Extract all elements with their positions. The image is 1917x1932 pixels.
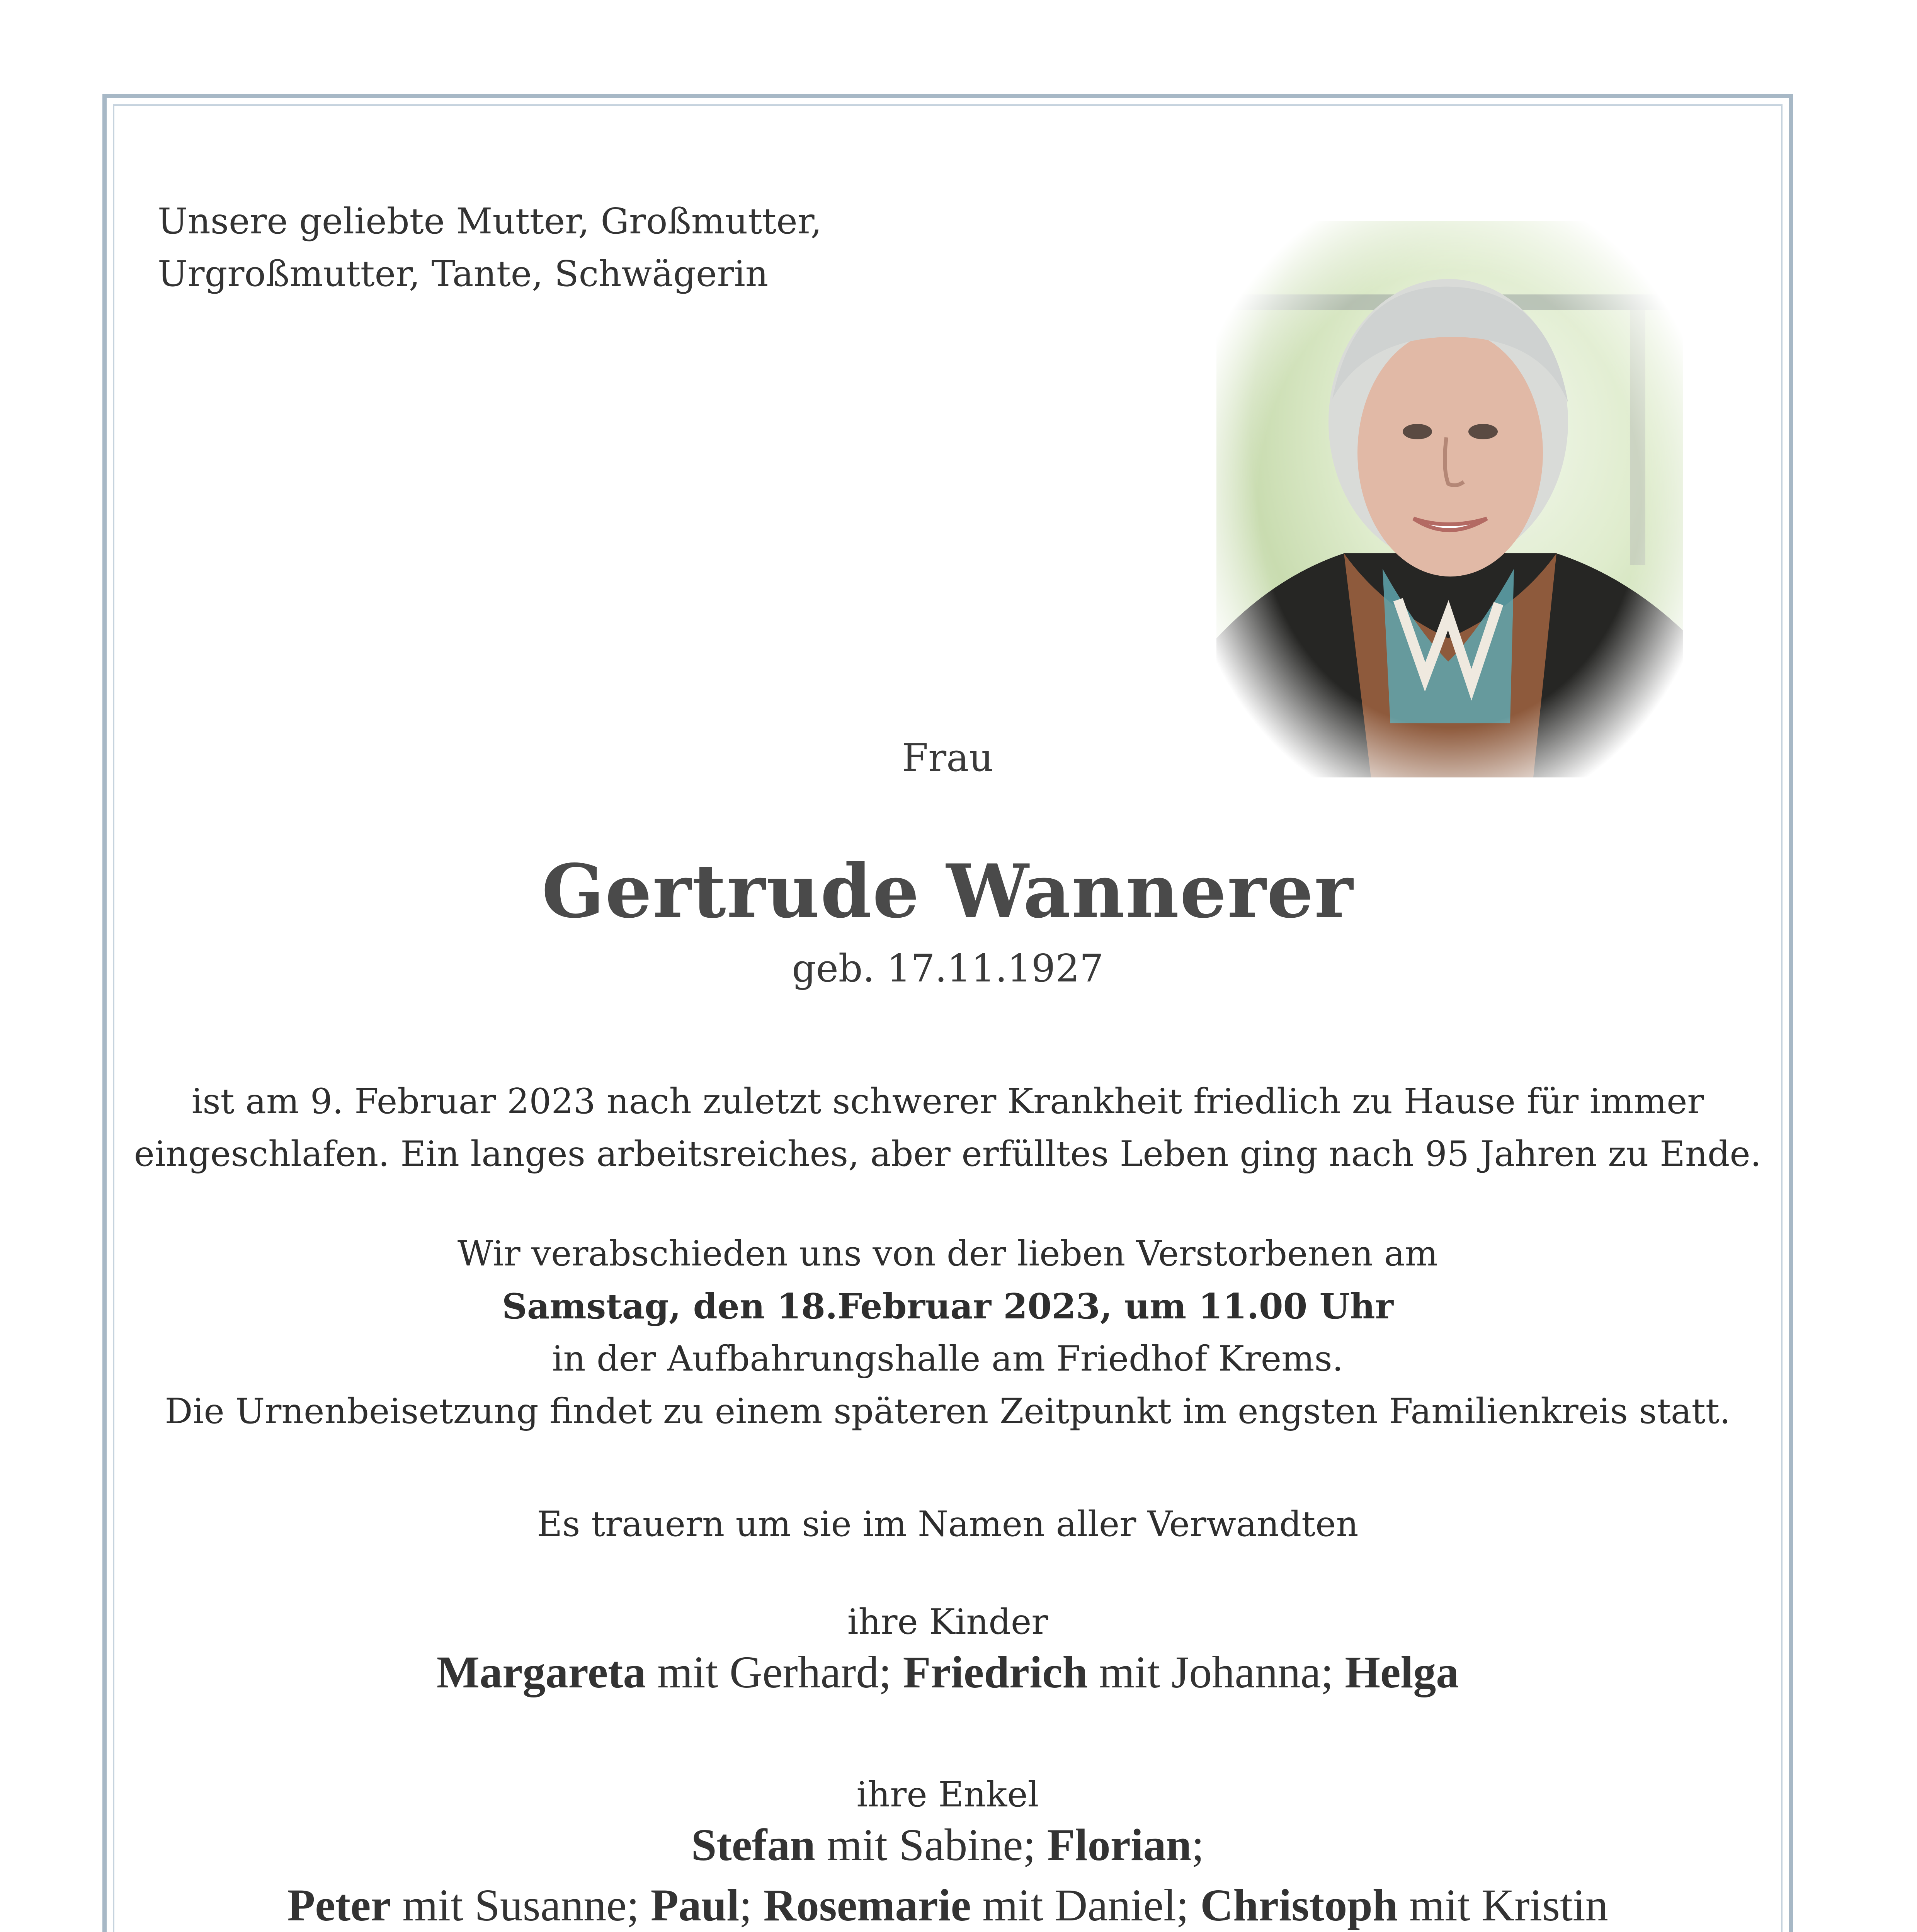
farewell-location: in der Aufbahrungshalle am Friedhof Krems. <box>552 1338 1344 1379</box>
deceased-name: Gertrude Wannerer <box>541 848 1354 934</box>
death-notice-line-1: ist am 9. Februar 2023 nach zuletzt schwerer Krankheit friedlich zu Hause für immer <box>191 1081 1704 1122</box>
grandchildren-row-1 <box>102 1815 1793 1875</box>
salutation: Frau <box>902 736 993 780</box>
farewell-info <box>102 1228 1793 1438</box>
child-name: Helga <box>1345 1647 1459 1697</box>
children-names <box>102 1642 1793 1702</box>
grandchildren-names <box>102 1815 1793 1932</box>
intro-line-2: Urgroßmutter, Tante, Schwägerin <box>158 253 769 294</box>
death-notice <box>102 1075 1793 1180</box>
grandchild-name: Florian <box>1047 1820 1192 1870</box>
grandchild-name: Paul <box>650 1880 740 1930</box>
grandchildren-label: ihre Enkel <box>856 1774 1039 1815</box>
portrait-photo <box>1216 221 1683 777</box>
child-name: Friedrich <box>903 1647 1088 1697</box>
birth-date: geb. 17.11.1927 <box>792 947 1104 991</box>
child-spouse: mit Johanna; <box>1088 1647 1345 1697</box>
intro-line-1: Unsere geliebte Mutter, Großmutter, <box>158 201 822 242</box>
grandchildren-row-2 <box>102 1875 1793 1932</box>
grandchild-spouse: mit Kristin <box>1398 1880 1608 1930</box>
grandchild-spouse: mit Daniel; <box>971 1880 1201 1930</box>
portrait-illustration <box>1216 221 1683 777</box>
separator: ; <box>739 1880 764 1930</box>
ceremony-date-time: Samstag, den 18.Februar 2023, um 11.00 Uhr <box>502 1286 1393 1327</box>
grandchild-name: Stefan <box>691 1820 815 1870</box>
grandchild-spouse: mit Susanne; <box>391 1880 651 1930</box>
farewell-line-1: Wir verabschieden uns von der lieben Verstorbenen am <box>457 1233 1438 1274</box>
grandchild-name: Peter <box>287 1880 391 1930</box>
urn-burial-note: Die Urnenbeisetzung findet zu einem späteren Zeitpunkt im engsten Familienkreis statt. <box>165 1391 1731 1432</box>
grandchild-name: Christoph <box>1200 1880 1398 1930</box>
children-group <box>102 1602 1793 1702</box>
death-notice-line-2: eingeschlafen. Ein langes arbeitsreiches, aber erfülltes Leben ging nach 95 Jahren zu Ende. <box>134 1134 1762 1174</box>
intro-text <box>158 195 822 300</box>
grandchild-spouse: mit Sabine; <box>815 1820 1047 1870</box>
mourners-intro: Es trauern um sie im Namen aller Verwandten <box>537 1504 1359 1544</box>
child-name: Margareta <box>436 1647 646 1697</box>
grandchild-name: Rosemarie <box>763 1880 971 1930</box>
child-spouse: mit Gerhard; <box>646 1647 903 1697</box>
separator: ; <box>1191 1820 1204 1870</box>
grandchildren-group <box>102 1774 1793 1932</box>
children-label: ihre Kinder <box>847 1602 1048 1642</box>
